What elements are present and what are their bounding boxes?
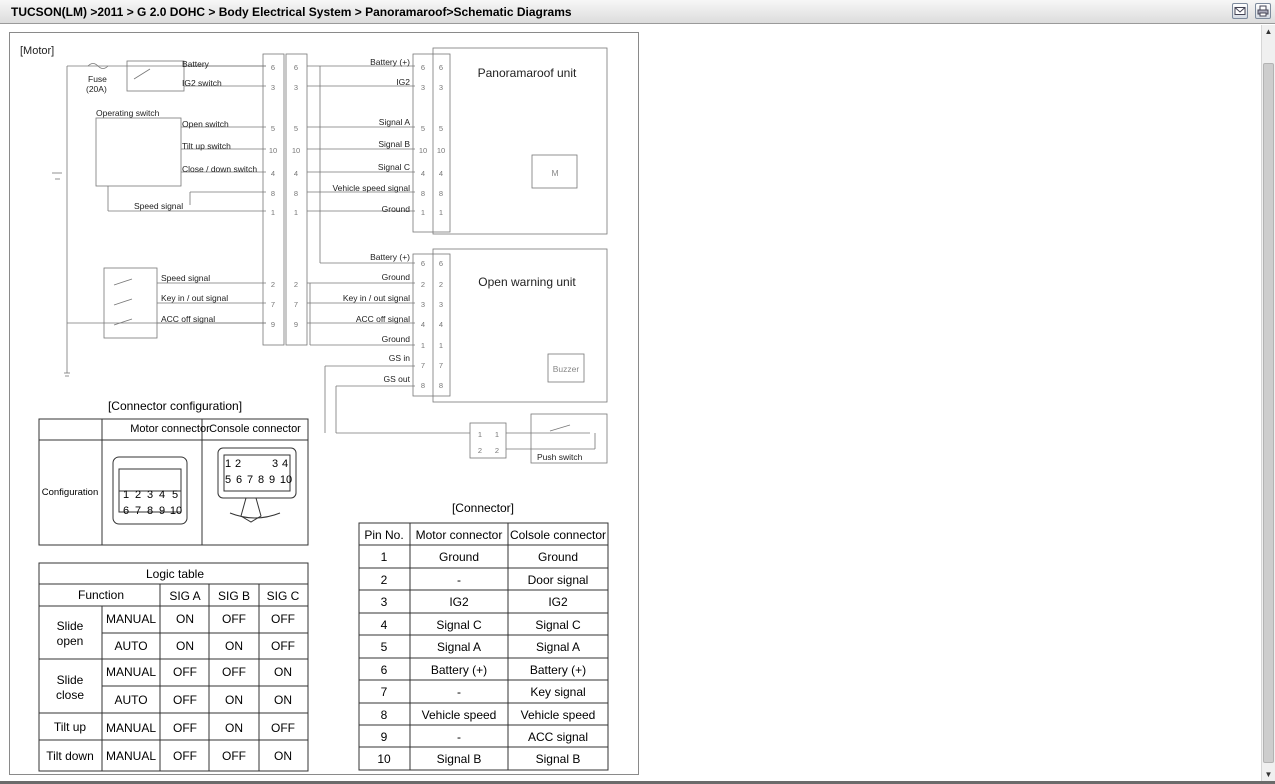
breadcrumb: TUCSON(LM) >2011 > G 2.0 DOHC > Body Electrical System > Panoramaroof>Schematic Diagrams: [11, 5, 572, 19]
unit-pin: 6: [420, 63, 426, 72]
motor-pin: 9: [158, 505, 166, 517]
console-pin: 4: [281, 458, 289, 470]
logic-cell: OFF: [173, 693, 197, 707]
motor-pin: 5: [171, 489, 179, 501]
pin-no: 2: [380, 573, 388, 587]
logic-header: Function: [77, 588, 125, 602]
logic-cell: ON: [225, 693, 243, 707]
connector-header: Motor connector: [415, 528, 503, 542]
unit-pin: 2: [420, 280, 426, 289]
unit-pin: 4: [438, 169, 444, 178]
unit-pin: 7: [420, 361, 426, 370]
unit-pin: 8: [420, 381, 426, 390]
console-pin: 9: [268, 474, 276, 486]
pin-no: 8: [380, 708, 388, 722]
config-row-label: Configuration: [41, 487, 99, 498]
console-pin: 10: [279, 474, 293, 486]
sw-acc-signal-label: ACC off signal: [161, 314, 216, 324]
logic-cell: OFF: [271, 721, 295, 735]
section-label: [Motor]: [20, 45, 55, 57]
push-switch-label: Push switch: [537, 452, 583, 462]
logic-cell: OFF: [222, 665, 246, 679]
logic-mode: AUTO: [114, 693, 148, 707]
console-cell: Key signal: [530, 685, 586, 699]
scrollbar-thumb[interactable]: [1263, 63, 1274, 763]
logic-mode: MANUAL: [105, 749, 157, 763]
fuse-rating: (20A): [86, 84, 107, 94]
motor-cell: Ground: [438, 550, 480, 564]
unit-pin: 3: [420, 83, 426, 92]
motor-cell: Battery (+): [430, 663, 488, 677]
console-pin: 1: [224, 458, 232, 470]
motor-cell: Signal B: [436, 752, 482, 766]
logic-group: Tilt up: [53, 720, 87, 734]
console-cell: ACC signal: [527, 730, 589, 744]
motor-cell: Vehicle speed: [421, 708, 497, 722]
console-cell: Ground: [537, 550, 579, 564]
console-pin: 8: [257, 474, 265, 486]
logic-cell: ON: [274, 665, 292, 679]
unit-pin: 6: [438, 63, 444, 72]
junction-pin: 1: [270, 208, 276, 217]
motor-cell: -: [457, 730, 461, 744]
junction-pin: 5: [270, 124, 276, 133]
speed-signal-label: Speed signal: [134, 201, 184, 211]
unit-pin: 1: [420, 341, 426, 350]
print-button[interactable]: [1255, 3, 1271, 19]
motor-cell: Signal C: [436, 618, 482, 632]
unit-pin: 5: [420, 124, 426, 133]
unit-pin: 5: [438, 124, 444, 133]
motor-pin: 3: [146, 489, 154, 501]
logic-cell: OFF: [222, 612, 246, 626]
logic-cell: OFF: [271, 612, 295, 626]
unit-pin: 4: [420, 320, 426, 329]
print-icon: [1257, 5, 1269, 17]
junction-pin: 4: [270, 169, 276, 178]
console-cell: IG2: [548, 595, 568, 609]
unit-pin: 1: [438, 341, 444, 350]
r-ground3-label: Ground: [381, 334, 410, 344]
junction-pin: 9: [270, 320, 276, 329]
console-pin: 6: [235, 474, 243, 486]
unit-pin: 1: [438, 208, 444, 217]
unit-pin: 6: [438, 259, 444, 268]
title-bar: [0, 0, 1275, 24]
motor-pin: 10: [169, 505, 183, 517]
pin-no: 6: [380, 663, 388, 677]
operating-switch-label: Operating switch: [96, 108, 160, 118]
push-pin: 1: [477, 430, 483, 439]
motor-cell: -: [457, 685, 461, 699]
sw-key-signal-label: Key in / out signal: [161, 293, 229, 303]
junction-pin: 2: [293, 280, 299, 289]
logic-header: SIG B: [217, 589, 251, 603]
logic-cell: ON: [274, 749, 292, 763]
motor-label: M: [551, 168, 559, 178]
buzzer-label: Buzzer: [552, 364, 580, 374]
open-switch-label: Open switch: [182, 119, 229, 129]
r-gs-in-label: GS in: [388, 353, 410, 363]
console-cell: Battery (+): [529, 663, 587, 677]
motor-cell: -: [457, 573, 461, 587]
scroll-down-arrow-icon[interactable]: ▼: [1264, 770, 1273, 779]
push-pin: 2: [494, 446, 500, 455]
r-key-signal-label: Key in / out signal: [342, 293, 410, 303]
schematic-diagram: [10, 33, 638, 774]
unit-pin: 10: [418, 146, 428, 155]
console-pin: 3: [271, 458, 279, 470]
logic-cell: ON: [176, 612, 194, 626]
logic-table-title: Logic table: [145, 567, 205, 581]
r-signal-c-label: Signal C: [377, 162, 410, 172]
logic-group: open: [56, 634, 84, 648]
unit-pin: 3: [438, 300, 444, 309]
motor-cell: IG2: [449, 595, 469, 609]
unit-pin: 4: [420, 169, 426, 178]
panoramaroof-unit-label: Panoramaroof unit: [477, 66, 577, 80]
logic-cell: ON: [274, 693, 292, 707]
junction-pin: 3: [293, 83, 299, 92]
push-pin: 2: [477, 446, 483, 455]
console-cell: Vehicle speed: [520, 708, 596, 722]
logic-group: close: [55, 688, 85, 702]
motor-pin: 4: [158, 489, 166, 501]
r-signal-b-label: Signal B: [378, 139, 410, 149]
logic-group: Slide: [56, 673, 84, 687]
motor-cell: Signal A: [436, 640, 482, 654]
console-pin: 7: [246, 474, 254, 486]
unit-pin: 4: [438, 320, 444, 329]
open-warning-unit-label: Open warning unit: [478, 275, 576, 289]
email-icon: [1234, 5, 1246, 17]
motor-pin: 8: [146, 505, 154, 517]
logic-cell: OFF: [173, 721, 197, 735]
junction-pin: 6: [270, 63, 276, 72]
r-battery1-label: Battery (+): [370, 57, 410, 67]
unit-pin: 6: [420, 259, 426, 268]
scroll-up-arrow-icon[interactable]: ▲: [1264, 27, 1273, 36]
junction-pin: 9: [293, 320, 299, 329]
vertical-scrollbar[interactable]: [1261, 25, 1275, 782]
junction-pin: 5: [293, 124, 299, 133]
connector-table-title: [Connector]: [451, 501, 515, 515]
logic-cell: OFF: [173, 665, 197, 679]
pin-no: 3: [380, 595, 388, 609]
junction-pin: 1: [293, 208, 299, 217]
push-pin: 1: [494, 430, 500, 439]
motor-pin: 7: [134, 505, 142, 517]
logic-cell: ON: [225, 639, 243, 653]
unit-pin: 8: [438, 189, 444, 198]
motor-pin: 6: [122, 505, 130, 517]
logic-header: SIG C: [266, 589, 300, 603]
unit-pin: 8: [420, 189, 426, 198]
close-down-switch-label: Close / down switch: [182, 164, 258, 174]
logic-cell: ON: [225, 721, 243, 735]
console-pin: 5: [224, 474, 232, 486]
junction-pin: 10: [268, 146, 278, 155]
pin-no: 9: [380, 730, 388, 744]
console-pin: 2: [234, 458, 242, 470]
unit-pin: 7: [438, 361, 444, 370]
logic-mode: AUTO: [114, 639, 148, 653]
r-battery2-label: Battery (+): [370, 252, 410, 262]
sw-speed-signal-label: Speed signal: [161, 273, 211, 283]
connector-header: Colsole connector: [509, 528, 607, 542]
connector-header: Pin No.: [364, 528, 404, 542]
r-vehicle-speed-label: Vehicle speed signal: [332, 183, 410, 193]
pin-no: 5: [380, 640, 388, 654]
console-cell: Signal A: [535, 640, 581, 654]
unit-pin: 8: [438, 381, 444, 390]
schematic-page: [9, 32, 639, 775]
logic-cell: ON: [176, 639, 194, 653]
config-col-motor: Motor connector: [130, 423, 210, 435]
tilt-up-switch-label: Tilt up switch: [182, 141, 231, 151]
email-button[interactable]: [1232, 3, 1248, 19]
junction-pin: 8: [293, 189, 299, 198]
pin-no: 10: [377, 752, 391, 766]
logic-cell: OFF: [271, 639, 295, 653]
connector-config-title: [Connector configuration]: [107, 399, 243, 413]
unit-pin: 1: [420, 208, 426, 217]
pin-no: 7: [380, 685, 388, 699]
junction-pin: 2: [270, 280, 276, 289]
junction-pin: 8: [270, 189, 276, 198]
r-ground1-label: Ground: [381, 204, 410, 214]
config-col-console: Console connector: [209, 423, 301, 435]
r-ig2-label: IG2: [396, 77, 410, 87]
pin-no: 4: [380, 618, 388, 632]
console-cell: Signal C: [535, 618, 581, 632]
logic-mode: MANUAL: [105, 665, 157, 679]
logic-header: SIG A: [169, 589, 201, 603]
fuse-label: Fuse: [88, 74, 107, 84]
logic-group: Tilt down: [46, 749, 94, 763]
logic-mode: MANUAL: [105, 721, 157, 735]
unit-pin: 10: [436, 146, 446, 155]
junction-pin: 4: [293, 169, 299, 178]
logic-mode: MANUAL: [105, 612, 157, 626]
battery-label: Battery: [182, 59, 209, 69]
document-viewer: [0, 25, 1261, 782]
unit-pin: 2: [438, 280, 444, 289]
junction-pin: 7: [270, 300, 276, 309]
r-ground2-label: Ground: [381, 272, 410, 282]
r-signal-a-label: Signal A: [378, 117, 410, 127]
motor-pin: 2: [134, 489, 142, 501]
motor-pin: 1: [122, 489, 130, 501]
ig2-switch-label: IG2 switch: [182, 78, 222, 88]
junction-pin: 3: [270, 83, 276, 92]
console-cell: Signal B: [535, 752, 581, 766]
unit-pin: 3: [438, 83, 444, 92]
r-gs-out-label: GS out: [383, 374, 410, 384]
pin-no: 1: [380, 550, 388, 564]
logic-cell: OFF: [173, 749, 197, 763]
console-cell: Door signal: [527, 573, 589, 587]
logic-cell: OFF: [222, 749, 246, 763]
unit-pin: 3: [420, 300, 426, 309]
junction-pin: 7: [293, 300, 299, 309]
junction-pin: 10: [291, 146, 301, 155]
junction-pin: 6: [293, 63, 299, 72]
logic-group: Slide: [56, 619, 84, 633]
r-acc-signal-label: ACC off signal: [355, 314, 410, 324]
